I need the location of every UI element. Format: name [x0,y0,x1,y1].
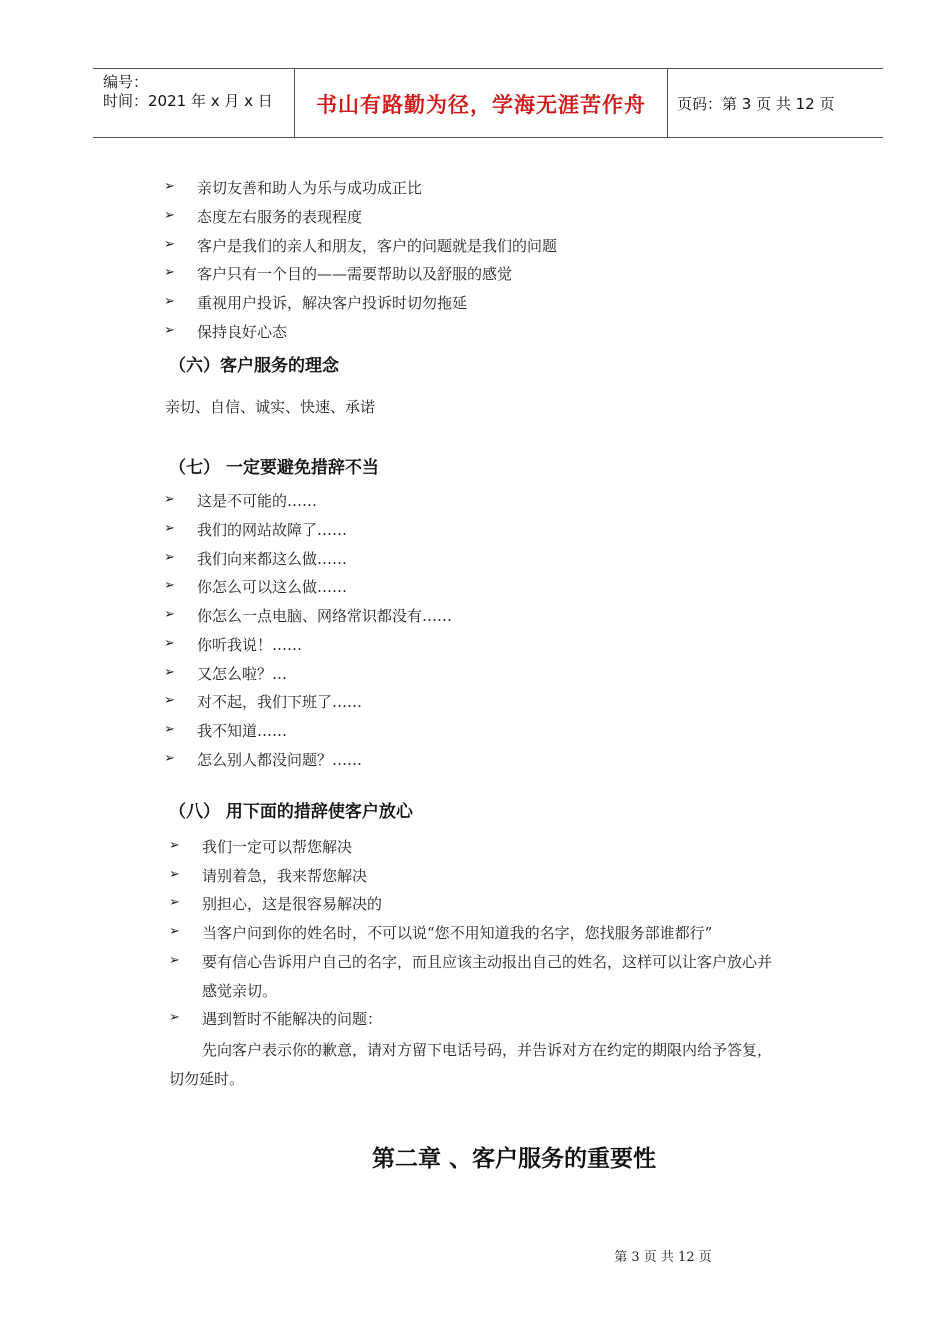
section-heading: （八） 用下面的措辞使客户放心 [169,802,413,822]
list-item: 我们向来都这么做…… [197,550,348,568]
bullet-arrow-icon: ➢ [164,550,175,565]
list-item: 客户是我们的亲人和朋友，客户的问题就是我们的问题 [197,237,558,255]
list-item: 怎么别人都没问题？…… [197,751,363,769]
list-item-continuation: 感觉亲切。 [202,982,278,1000]
bullet-arrow-icon: ➢ [164,521,175,536]
list-item: 客户只有一个目的——需要帮助以及舒服的感觉 [197,265,513,283]
paragraph-line: 先向客户表示你的歉意，请对方留下电话号码，并告诉对方在约定的期限内给予答复， [202,1041,773,1059]
list-item: 遇到暂时不能解决的问题： [202,1010,383,1028]
header-motto: 书山有路勤为径，学海无涯苦作舟 [316,93,646,117]
paragraph-line: 切勿延时。 [169,1070,245,1088]
bullet-arrow-icon: ➢ [164,323,175,338]
list-item: 亲切友善和助人为乐与成功成正比 [197,179,423,197]
bullet-arrow-icon: ➢ [164,751,175,766]
list-item: 要有信心告诉用户自己的名字，而且应该主动报出自己的姓名，这样可以让客户放心并 [202,953,773,971]
list-item: 重视用户投诉，解决客户投诉时切勿拖延 [197,294,468,312]
list-item: 当客户问到你的姓名时，不可以说“您不用知道我的名字，您找服务部谁都行” [202,924,713,942]
list-item: 我们的网站故障了…… [197,521,348,539]
header-meta [103,73,273,111]
list-item: 我们一定可以帮您解决 [202,838,353,856]
bullet-arrow-icon: ➢ [169,924,180,939]
bullet-arrow-icon: ➢ [164,722,175,737]
list-item: 你听我说！…… [197,636,303,654]
chapter-title: 第二章 、客户服务的重要性 [371,1146,656,1172]
list-item: 这是不可能的…… [197,492,318,510]
bullet-arrow-icon: ➢ [169,895,180,910]
bullet-arrow-icon: ➢ [164,607,175,622]
section-text: 亲切、自信、诚实、快速、承诺 [165,398,376,416]
bullet-arrow-icon: ➢ [169,838,180,853]
header-divider [667,69,668,137]
bullet-arrow-icon: ➢ [169,953,180,968]
list-item: 态度左右服务的表现程度 [197,208,363,226]
list-item: 对不起，我们下班了…… [197,693,363,711]
number-label: 编号： [103,73,149,91]
header-page-label: 页码：第 3 页 共 12 页 [677,95,835,113]
time-label: 时间：2021 年 x 月 x 日 [103,92,273,110]
bullet-arrow-icon: ➢ [164,294,175,309]
list-item: 你怎么可以这么做…… [197,578,348,596]
page-header [93,68,883,138]
list-item: 又怎么啦？… [197,665,288,683]
list-item: 我不知道…… [197,722,288,740]
section-heading: （六）客户服务的理念 [169,356,339,376]
list-item: 保持良好心态 [197,323,288,341]
bullet-arrow-icon: ➢ [169,1010,180,1025]
bullet-arrow-icon: ➢ [164,492,175,507]
page-footer: 第 3 页 共 12 页 [614,1250,712,1265]
bullet-arrow-icon: ➢ [164,208,175,223]
bullet-arrow-icon: ➢ [164,179,175,194]
bullet-arrow-icon: ➢ [164,237,175,252]
list-item: 请别着急，我来帮您解决 [202,867,368,885]
section-heading: （七） 一定要避免措辞不当 [169,458,379,478]
bullet-arrow-icon: ➢ [164,265,175,280]
bullet-arrow-icon: ➢ [164,693,175,708]
bullet-arrow-icon: ➢ [164,578,175,593]
bullet-arrow-icon: ➢ [164,636,175,651]
bullet-arrow-icon: ➢ [169,867,180,882]
list-item: 别担心，这是很容易解决的 [202,895,383,913]
bullet-arrow-icon: ➢ [164,665,175,680]
list-item: 你怎么一点电脑、网络常识都没有…… [197,607,453,625]
